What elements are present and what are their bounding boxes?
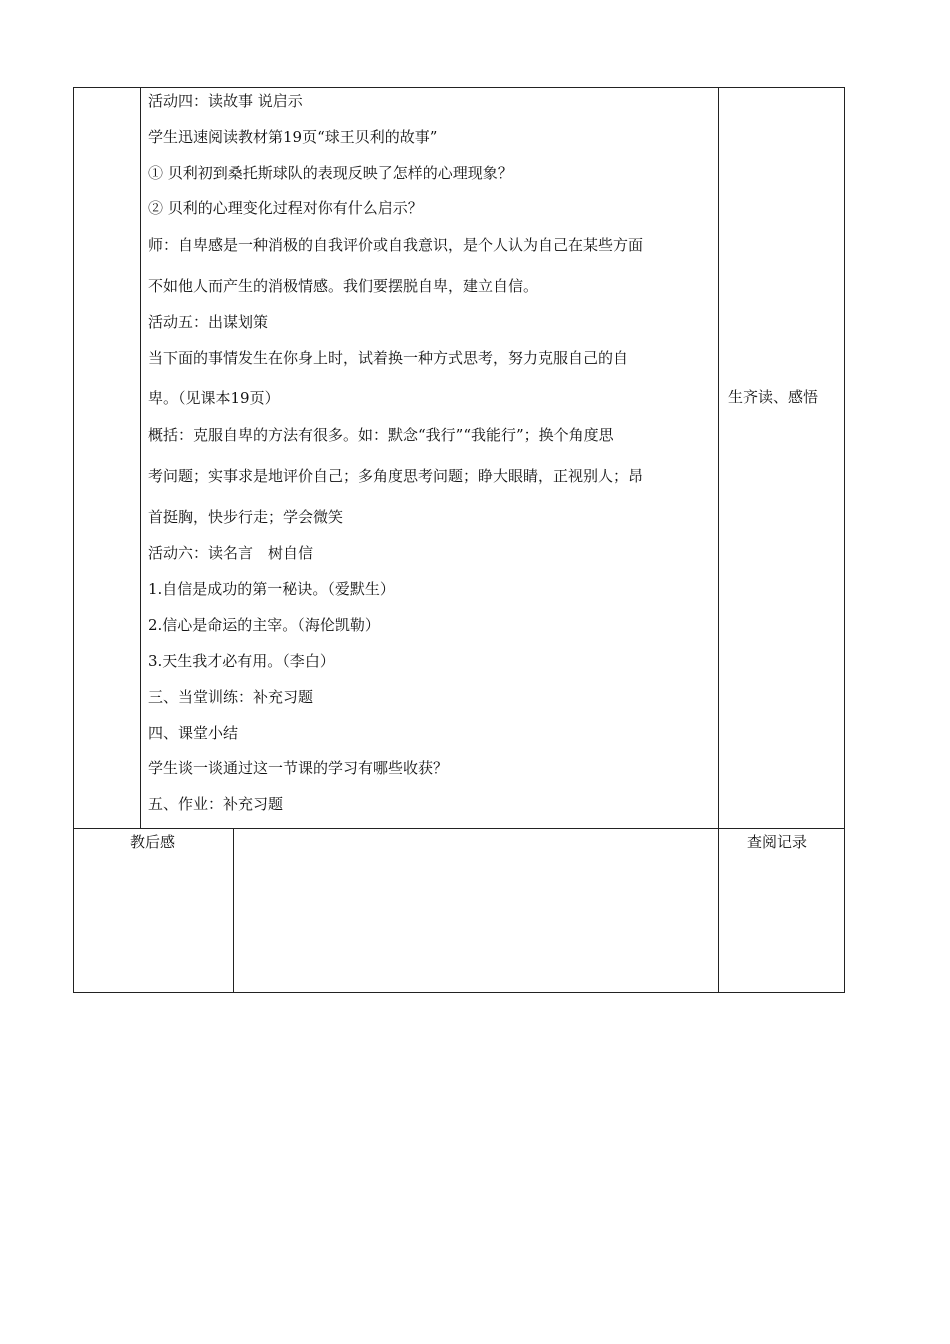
column-divider-inner-left [140, 87, 141, 829]
text-line: 首挺胸，快步行走；学会微笑 [148, 508, 344, 526]
text-line: 学生谈一谈通过这一节课的学习有哪些收获？ [148, 759, 449, 777]
text-line: 考问题；实事求是地评价自己；多角度思考问题；睁大眼睛，正视别人；昂 [148, 467, 644, 485]
text-line: 活动六：读名言 树自信 [148, 544, 314, 562]
text-line: 四、课堂小结 [148, 724, 239, 742]
text-line: 活动五：出谋划策 [148, 313, 269, 331]
text-line: 学生迅速阅读教材第19页“球王贝利的故事” [148, 128, 438, 146]
text-line: ② 贝利的心理变化过程对你有什么启示？ [148, 199, 423, 217]
text-line: 三、当堂训练：补充习题 [148, 688, 314, 706]
text-line: ① 贝利初到桑托斯球队的表现反映了怎样的心理现象？ [148, 164, 513, 182]
text-line: 2.信心是命运的主宰。（海伦凯勒） [148, 616, 380, 634]
table-border-top [73, 87, 845, 88]
table-border-left [73, 87, 74, 993]
text-line: 五、作业：补充习题 [148, 795, 284, 813]
review-record-label: 查阅记录 [747, 833, 808, 851]
text-line: 活动四：读故事 说启示 [148, 92, 303, 110]
column-divider-footer-left [233, 828, 234, 993]
text-line: 概括：克服自卑的方法有很多。如：默念“我行”“我能行”；换个角度思 [148, 426, 614, 444]
text-line: 不如他人而产生的消极情感。我们要摆脱自卑，建立自信。 [148, 277, 539, 295]
column-divider-right [718, 87, 719, 993]
text-line: 当下面的事情发生在你身上时，试着换一种方式思考，努力克服自己的自 [148, 349, 629, 367]
row-divider [73, 828, 845, 829]
text-line: 卑。（见课本19页） [148, 389, 280, 407]
text-line: 3.天生我才必有用。（李白） [148, 652, 335, 670]
reflection-label: 教后感 [130, 833, 176, 851]
table-border-right [844, 87, 845, 993]
table-border-bottom [73, 992, 845, 993]
student-activity-cell: 生齐读、感悟 [728, 388, 819, 406]
text-line: 1.自信是成功的第一秘诀。（爱默生） [148, 580, 395, 598]
text-line: 师：自卑感是一种消极的自我评价或自我意识，是个人认为自己在某些方面 [148, 236, 644, 254]
